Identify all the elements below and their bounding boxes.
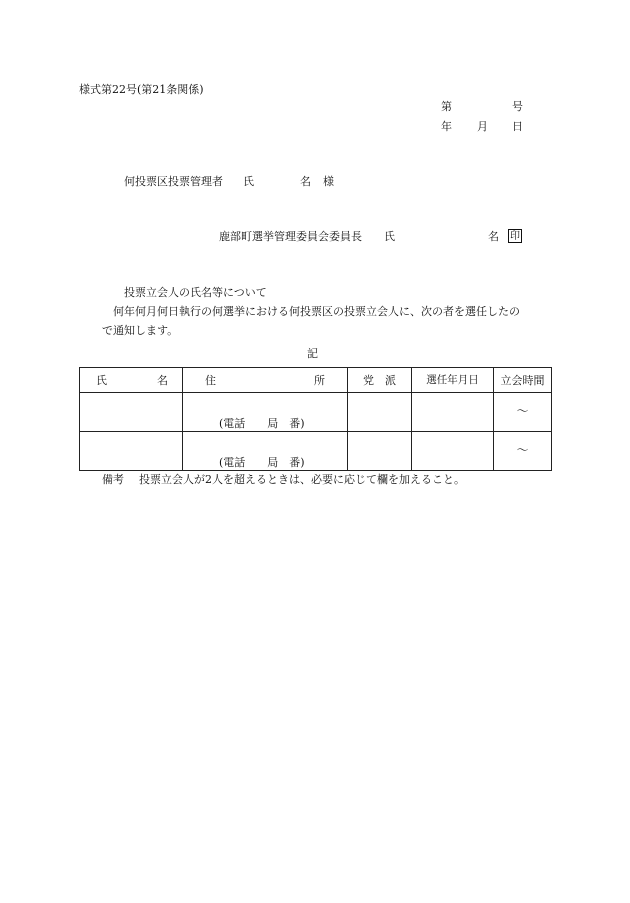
body-line-1: 何年何月何日執行の何選挙における何投票区の投票立会人に、次の者を選任したの xyxy=(113,305,520,318)
remarks-label: 備考 xyxy=(102,473,124,486)
seal-mark xyxy=(508,229,522,243)
cell-party[interactable] xyxy=(348,393,412,432)
date-year: 年 xyxy=(441,120,452,133)
ref-dai: 第 xyxy=(441,100,452,113)
cell-name[interactable] xyxy=(80,393,183,432)
date-day: 日 xyxy=(512,120,523,133)
addressee-mei: 名 xyxy=(300,175,311,188)
seal-label: 印 xyxy=(510,231,520,242)
sender-shi: 氏 xyxy=(384,230,395,243)
cell-party[interactable] xyxy=(348,432,412,471)
subject-line: 投票立会人の氏名等について xyxy=(124,286,267,299)
header-time: 立会時間 xyxy=(494,368,552,393)
body-line-2: で通知します。 xyxy=(102,324,179,337)
cell-address[interactable] xyxy=(183,393,348,432)
ki-heading: 記 xyxy=(307,347,318,360)
form-number: 様式第22号(第21条関係) xyxy=(79,83,204,96)
table-row xyxy=(80,393,552,432)
tilde-mark: ～ xyxy=(516,443,529,457)
phone-label: (電話 局 番) xyxy=(219,456,305,469)
remarks-text: 投票立会人が2人を超えるときは、必要に応じて欄を加えること。 xyxy=(139,473,465,486)
sender-title: 鹿部町選挙管理委員会委員長 xyxy=(219,230,362,243)
phone-label: (電話 局 番) xyxy=(219,417,305,430)
cell-appointed[interactable] xyxy=(412,432,494,471)
date-month: 月 xyxy=(477,120,488,133)
header-address-b: 所 xyxy=(314,373,325,387)
addressee-shi: 氏 xyxy=(243,175,254,188)
table-row xyxy=(80,432,552,471)
header-name xyxy=(80,368,183,393)
cell-appointed[interactable] xyxy=(412,393,494,432)
cell-name[interactable] xyxy=(80,432,183,471)
header-name-a: 氏 xyxy=(96,373,107,387)
ref-go: 号 xyxy=(512,100,523,113)
header-party: 党 派 xyxy=(348,368,412,393)
addressee-sama: 様 xyxy=(323,175,334,188)
cell-address[interactable] xyxy=(183,432,348,471)
header-row xyxy=(80,368,552,393)
cell-time[interactable] xyxy=(494,432,552,471)
cell-time[interactable] xyxy=(494,393,552,432)
header-address-a: 住 xyxy=(205,373,216,387)
addressee-title: 何投票区投票管理者 xyxy=(124,175,223,188)
roster-table xyxy=(79,367,552,471)
header-appointed: 選任年月日 xyxy=(412,368,494,393)
tilde-mark: ～ xyxy=(516,404,529,418)
header-name-b: 名 xyxy=(157,373,168,387)
sender-mei: 名 xyxy=(488,230,499,243)
header-address xyxy=(183,368,348,393)
